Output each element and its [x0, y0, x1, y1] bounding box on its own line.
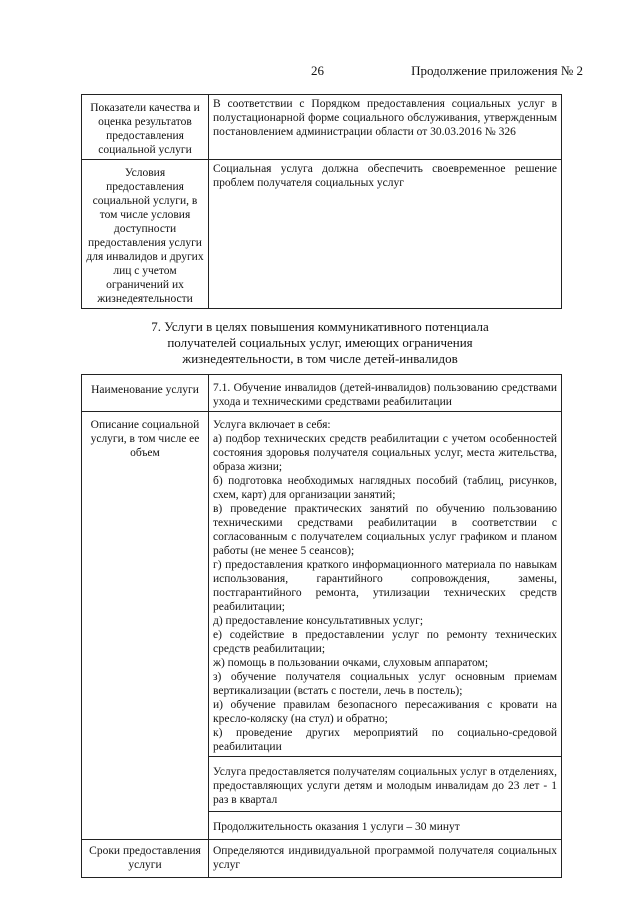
service-name-value: 7.1. Обучение инвалидов (детей-инвалидов) пользованию средствами ухода и техническими средствами реабилитации — [209, 375, 562, 412]
table-row — [82, 160, 562, 309]
list-item: и) обучение правилам безопасного пересаживания с кровати на кресло-коляску (на стул) и обратно; — [213, 699, 557, 725]
quality-conditions-table — [81, 94, 562, 309]
description-label: Описание социальной услуги, в том числе ее объем — [82, 412, 209, 840]
list-item: в) проведение практических занятий по обучению пользованию техническими средствами реабилитации в соответствии с согласованным с получателем социальных услуг графиком и планом работы (не менее 5 сеансов); — [213, 503, 557, 557]
service-name-label: Наименование услуги — [82, 375, 209, 412]
list-item: е) содействие в предоставлении услуг по ремонту технических средств реабилитации; — [213, 629, 557, 655]
list-item: д) предоставление консультативных услуг; — [213, 615, 424, 627]
conditions-value: Социальная услуга должна обеспечить своевременное решение проблем получателя социальных услуг — [209, 160, 562, 309]
list-item: б) подготовка необходимых наглядных пособий (таблиц, рисунков, схем, карт) для организации занятий; — [213, 475, 557, 501]
list-item: ж) помощь в пользовании очками, слуховым аппаратом; — [213, 657, 489, 669]
table-row — [82, 840, 562, 878]
page-number: 26 — [311, 63, 324, 78]
description-intro: Услуга включает в себя: — [213, 419, 331, 431]
quality-indicators-value: В соответствии с Порядком предоставления социальных услуг в полустационарной форме социального обслуживания, утвержденным постановлением администрации области от 30.03.2016 № 326 — [209, 95, 562, 160]
service-table — [81, 374, 562, 878]
terms-label: Сроки предоставления услуги — [82, 840, 209, 878]
description-value — [209, 412, 562, 757]
terms-value: Определяются индивидуальной программой получателя социальных услуг — [209, 840, 562, 878]
table-row — [82, 95, 562, 160]
list-item: з) обучение получателя социальных услуг основным приемам вертикализации (встать с постели, лечь в постель); — [213, 671, 557, 697]
list-item: г) предоставления краткого информационного материала по навыкам использования, гарантийного сопровождения, замены, постгарантийного ремонта, утилизации технических средств реабилитации; — [213, 559, 557, 613]
list-item: а) подбор технических средств реабилитации с учетом особенностей состояния здоровья получателя социальных услуг, места жительства, образа жизни; — [213, 433, 557, 473]
table-row — [82, 375, 562, 412]
quality-indicators-label: Показатели качества и оценка результатов предоставления социальной услуги — [82, 95, 209, 160]
running-title: Продолжение приложения № 2 — [411, 63, 583, 78]
list-item: к) проведение других мероприятий по социально-средовой реабилитации — [213, 727, 557, 753]
conditions-label: Условия предоставления социальной услуги, в том числе условия доступности предоставления услуги для инвалидов и других лиц с учетом ограничений их жизнедеятельности — [82, 160, 209, 309]
duration-text: Продолжительность оказания 1 услуги – 30 минут — [209, 812, 562, 840]
provision-text: Услуга предоставляется получателям социальных услуг в отделениях, предоставляющих услуги детям и молодым инвалидам до 23 лет - 1 раз в квартал — [209, 757, 562, 812]
table-row — [82, 412, 562, 757]
section-title: 7. Услуги в целях повышения коммуникативного потенциала получателей социальных услуг, имеющих ограничения жизнедеятельности, в том числе детей-инвалидов — [151, 319, 489, 366]
